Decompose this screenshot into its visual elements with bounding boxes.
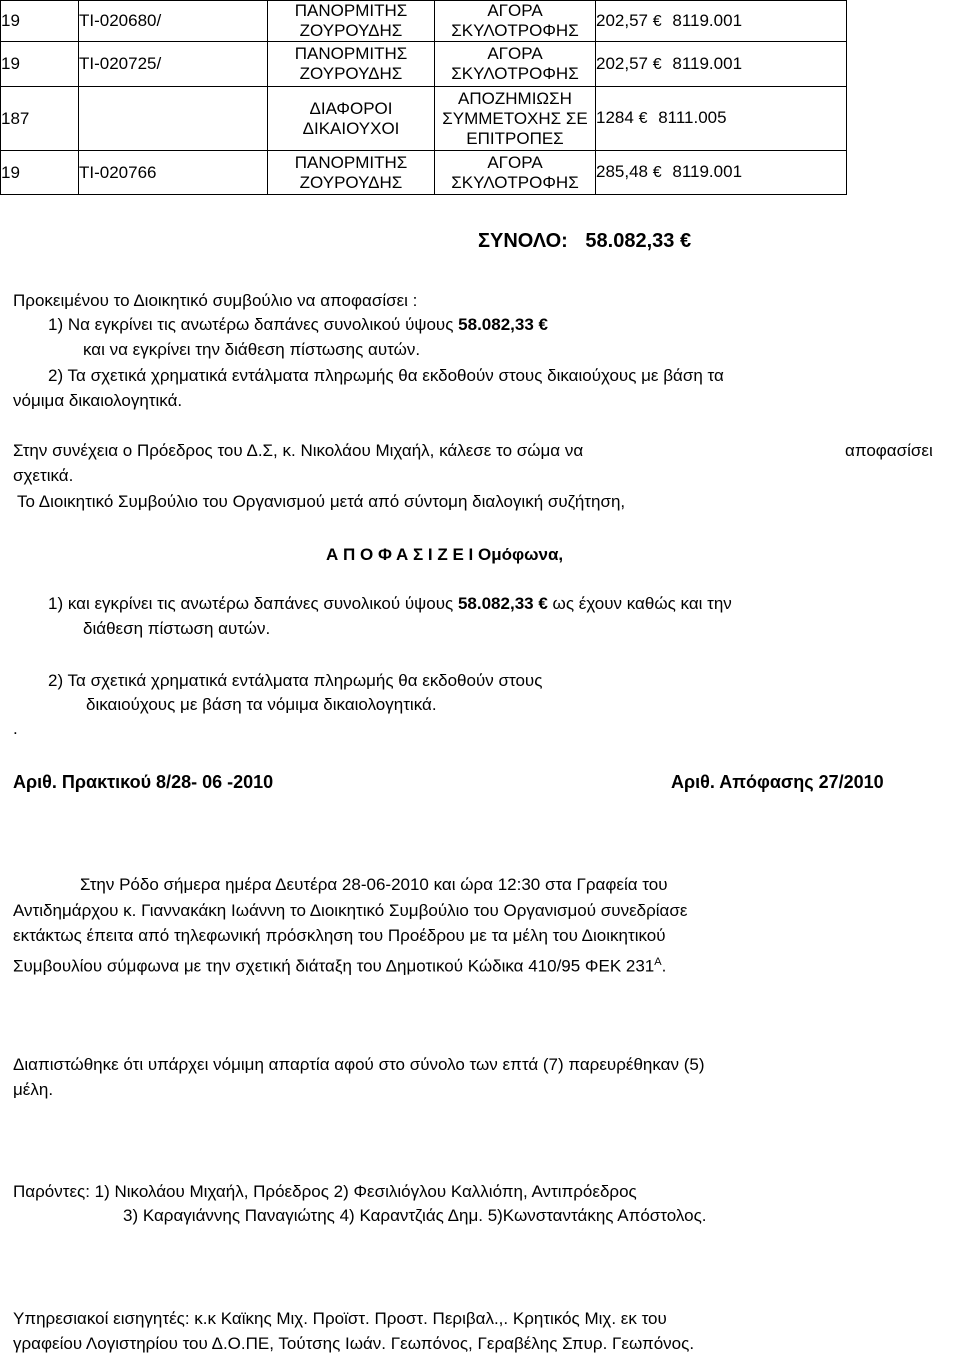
category-line: ΑΠΟΖΗΜΙΩΣΗ bbox=[458, 88, 572, 108]
row-category bbox=[435, 151, 596, 195]
decision-item-1 bbox=[48, 594, 732, 614]
beneficiary-line: ΠΑΝΟΡΜΙΤΗΣ bbox=[294, 1, 408, 20]
row-number: 19 bbox=[1, 1, 79, 42]
continuation-line: Στην συνέχεια ο Πρόεδρος του Δ.Σ, κ. Νικολάου Μιχαήλ, κάλεσε το σώμα να bbox=[13, 441, 584, 460]
proposal-intro: Προκειμένου το Διοικητικό συμβούλιο να αποφασίσει : bbox=[13, 291, 418, 310]
proposal-item-1-text: 1) Να εγκρίνει τις ανωτέρω δαπάνες συνολικού ύψους bbox=[48, 315, 454, 334]
meeting-line: Αντιδημάρχου κ. Γιαννακάκη Ιωάννη το Διοικητικό Συμβούλιο του Οργανισμού συνεδρίασε bbox=[13, 901, 688, 920]
beneficiary-line: ΖΟΥΡΟΥΔΗΣ bbox=[299, 172, 403, 192]
category-line: ΑΓΟΡΑ bbox=[487, 44, 543, 63]
row-amount bbox=[596, 1, 847, 42]
meeting-superscript: Α bbox=[654, 956, 662, 968]
row-number: 187 bbox=[1, 87, 79, 151]
decision-item-1-text: 1) και εγκρίνει τις ανωτέρω δαπάνες συνολικού ύψους bbox=[48, 594, 454, 613]
decision-item-1-cont: διάθεση πίστωση αυτών. bbox=[83, 619, 271, 638]
euro-icon: € bbox=[652, 55, 662, 73]
account-code: 8119.001 bbox=[672, 10, 743, 30]
category-line: ΑΓΟΡΑ bbox=[487, 152, 543, 172]
euro-icon: € bbox=[638, 110, 648, 127]
euro-icon: € bbox=[538, 315, 549, 334]
amount-value: 202,57 bbox=[596, 53, 648, 73]
row-beneficiary bbox=[268, 1, 435, 42]
amount-value: 1284 bbox=[596, 108, 634, 127]
row-reference bbox=[79, 87, 268, 151]
row-amount bbox=[596, 151, 847, 195]
category-line: ΕΠΙΤΡΟΠΕΣ bbox=[466, 128, 564, 148]
row-reference: ΤΙ-020725/ bbox=[79, 42, 268, 87]
continuation-line: Το Διοικητικό Συμβούλιο του Οργανισμού μετά από σύντομη διαλογική συζήτηση, bbox=[17, 492, 626, 511]
row-amount bbox=[596, 87, 847, 151]
total-line bbox=[478, 229, 691, 253]
decision-heading: Α Π Ο Φ Α Σ Ι Ζ Ε Ι Ομόφωνα, bbox=[326, 545, 564, 564]
category-line: ΣΚΥΛΟΤΡΟΦΗΣ bbox=[451, 64, 579, 83]
continuation-line-right: αποφασίσει bbox=[845, 441, 933, 460]
amount-value: 202,57 bbox=[596, 10, 648, 30]
row-number: 19 bbox=[1, 151, 79, 195]
category-line: ΣΚΥΛΟΤΡΟΦΗΣ bbox=[451, 21, 579, 40]
decision-dot: . bbox=[13, 719, 18, 738]
decision-item-2: 2) Τα σχετικά χρηματικά εντάλματα πληρωμής θα εκδοθούν στους bbox=[48, 671, 543, 690]
meeting-line-end: . bbox=[661, 956, 667, 976]
proposal-item-1 bbox=[48, 315, 548, 335]
category-line: ΣΥΜΜΕΤΟΧΗΣ ΣΕ bbox=[442, 108, 588, 128]
category-line: ΑΓΟΡΑ bbox=[487, 1, 543, 20]
table-row bbox=[1, 151, 847, 195]
beneficiary-line: ΔΙΑΦΟΡΟΙ bbox=[309, 98, 393, 118]
meeting-line: Στην Ρόδο σήμερα ημέρα Δευτέρα 28-06-2010 και ώρα 12:30 στα Γραφεία του bbox=[80, 875, 668, 894]
euro-icon: € bbox=[652, 12, 662, 30]
costs-table bbox=[0, 0, 847, 195]
practice-number: Αριθ. Πρακτικού 8/28- 06 -2010 bbox=[13, 772, 274, 792]
decision-item-1-tail: ως έχουν καθώς και την bbox=[552, 594, 732, 613]
euro-icon: € bbox=[679, 230, 692, 252]
row-beneficiary bbox=[268, 151, 435, 195]
decision-number: Αριθ. Απόφασης 27/2010 bbox=[671, 772, 884, 792]
account-code: 8119.001 bbox=[672, 162, 743, 181]
category-line: ΣΚΥΛΟΤΡΟΦΗΣ bbox=[451, 172, 579, 192]
present-line: Παρόντες: 1) Νικολάου Μιχαήλ, Πρόεδρος 2) Φεσιλιόγλου Καλλιόπη, Αντιπρόεδρος bbox=[13, 1182, 637, 1201]
decision-amount: 58.082,33 bbox=[457, 594, 534, 613]
meeting-line-text: Συμβουλίου σύμφωνα με την σχετική διάταξη του Δημοτικού Κώδικα 410/95 ΦΕΚ 231 bbox=[13, 956, 655, 976]
row-category bbox=[435, 1, 596, 42]
proposal-amount: 58.082,33 bbox=[458, 315, 534, 334]
beneficiary-line: ΔΙΚΑΙΟΥΧΟΙ bbox=[302, 118, 400, 138]
meeting-line: εκτάκτως έπειτα από τηλεφωνική πρόσκληση του Προέδρου με τα μέλη του Διοικητικού bbox=[13, 926, 666, 945]
account-code: 8119.001 bbox=[672, 53, 743, 73]
row-beneficiary bbox=[268, 42, 435, 87]
euro-icon: € bbox=[652, 164, 662, 181]
proposal-item-2: 2) Τα σχετικά χρηματικά εντάλματα πληρωμής θα εκδοθούν στους δικαιούχους με βάση τα bbox=[48, 366, 724, 385]
row-category bbox=[435, 42, 596, 87]
row-beneficiary bbox=[268, 87, 435, 151]
table-row bbox=[1, 42, 847, 87]
meeting-line bbox=[13, 952, 666, 977]
proposal-item-1-cont: και να εγκρίνει την διάθεση πίστωσης αυτών. bbox=[83, 340, 421, 359]
rapporteurs-line: γραφείου Λογιστηρίου του Δ.Ο.ΠΕ, Τούτσης Ιωάν. Γεωπόνος, Γεραβέλης Σπυρ. Γεωπόνος. bbox=[13, 1334, 695, 1353]
total-amount: 58.082,33 bbox=[585, 230, 675, 252]
row-reference: ΤΙ-020766 bbox=[79, 151, 268, 195]
table-row bbox=[1, 87, 847, 151]
euro-icon: € bbox=[538, 594, 548, 613]
row-amount bbox=[596, 42, 847, 87]
row-category bbox=[435, 87, 596, 151]
continuation-line: σχετικά. bbox=[13, 466, 74, 485]
total-label: ΣΥΝΟΛΟ: bbox=[478, 230, 568, 252]
quorum-line: μέλη. bbox=[13, 1080, 54, 1099]
table-row bbox=[1, 1, 847, 42]
proposal-item-2-cont: νόμιμα δικαιολογητικά. bbox=[13, 391, 183, 410]
row-number: 19 bbox=[1, 42, 79, 87]
beneficiary-line: ΠΑΝΟΡΜΙΤΗΣ bbox=[294, 152, 408, 172]
beneficiary-line: ΖΟΥΡΟΥΔΗΣ bbox=[299, 64, 403, 83]
beneficiary-line: ΠΑΝΟΡΜΙΤΗΣ bbox=[294, 44, 408, 63]
rapporteurs-line: Υπηρεσιακοί εισηγητές: κ.κ Καϊκης Μιχ. Προϊστ. Προστ. Περιβαλ.,. Κρητικός Μιχ. εκ του bbox=[13, 1309, 667, 1328]
beneficiary-line: ΖΟΥΡΟΥΔΗΣ bbox=[299, 21, 403, 40]
amount-value: 285,48 bbox=[596, 162, 648, 181]
quorum-line: Διαπιστώθηκε ότι υπάρχει νόμιμη απαρτία αφού στο σύνολο των επτά (7) παρευρέθηκαν (5) bbox=[13, 1055, 705, 1074]
account-code: 8111.005 bbox=[658, 108, 727, 127]
present-line: 3) Καραγιάννης Παναγιώτης 4) Καραντζιάς Δημ. 5)Κωνσταντάκης Απόστολος. bbox=[123, 1206, 707, 1225]
decision-item-2-cont: δικαιούχους με βάση τα νόμιμα δικαιολογητικά. bbox=[86, 695, 437, 714]
row-reference: ΤΙ-020680/ bbox=[79, 1, 268, 42]
